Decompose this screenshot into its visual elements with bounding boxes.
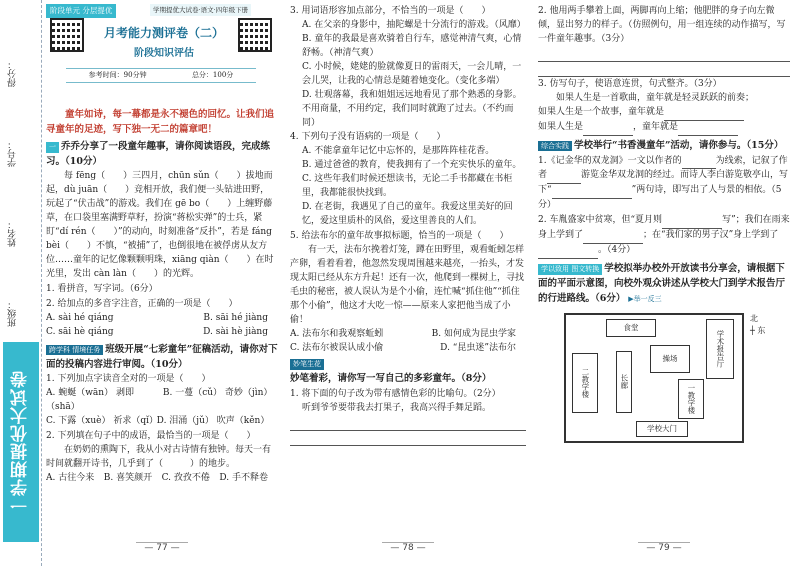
hint-link[interactable]: ▶举一反三	[628, 294, 662, 303]
page-number: — 79 —	[538, 542, 790, 556]
example-sentence: 如果人生是一首歌曲，童年就是轻灵跃跃的前奏；	[556, 92, 755, 103]
page-title: 月考能力测评卷（二）	[103, 26, 224, 40]
exam-info	[66, 68, 256, 83]
map-canteen: 食堂	[606, 319, 656, 337]
answer-line[interactable]	[290, 433, 526, 446]
option[interactable]: B. 童年的我最是喜欢骑着自行车，感觉神清气爽，心情舒畅。（神清气爽）	[302, 33, 522, 58]
option[interactable]: D. sài hè jiàng	[203, 326, 268, 337]
answer-blank[interactable]	[682, 155, 716, 170]
page-79	[538, 4, 790, 560]
page-77	[46, 4, 278, 560]
option[interactable]: C. 孜孜不倦	[161, 473, 210, 483]
question: 3. 仿写句子，使语意连贯，句式整齐。（3分）	[538, 78, 722, 89]
question: 1. 将下面的句子改为带有感情色彩的比喻句。（2分）	[290, 389, 501, 400]
question: 1.《记金华的双龙洞》一文以作者的 为线索，记叙了作者 游览金华双龙洞的经过。而诗人李白游览敬亭山，写下“ ”两句诗，即写出了人与景的相依。（5分）	[538, 155, 789, 211]
passage: 有一天，法布尔挽着灯笼，蹲在田野里，观看蚯蚓怎样产卵，看着看着，他忽然发现周围越来越亮，一抬头，才发现太阳已经从东方升起！还有一次，他爬到一棵树上，寻找毛虫的秘密，被人误认为是个小偷，连忙喊“抓住他”“抓住那个小偷”，他这才大吃一惊——原来人家把他当成了小偷！	[290, 244, 525, 325]
answer-line[interactable]	[538, 64, 790, 77]
section-map-task	[538, 262, 790, 443]
question: 2. 车胤盛家中贫寒，但“夏月则 写”；我们在雨来身上学到了 ；在“我们家的男子汉”身上学到了 。（4分）	[538, 214, 790, 259]
options	[46, 472, 278, 486]
option[interactable]: D. “昆虫迷”法布尔	[440, 342, 516, 353]
passage: 每 fēng（ ）三四月，chūn sǔn（ ）拔地而起，dù juān（ ）竞相开放，我们便一头钻进田野，玩起了“伏击战”的游戏。我们在 gē bo（ ）上缠野藤草，在口袋里塞满野草籽，扮演“蒋松实弹”的士兵，紧盯“dí rén（ ）”的动向，时刻准备“反扑”，若是 fáng bèi（ ）不慎，“被捕”了，也倒很地在被俘虏从友方位……童年的记忆像颗颗明珠，xiāng qiàn（ ）在时光里，发出 càn làn（ ）的光辉。	[46, 171, 274, 279]
option[interactable]: D. 泪涌（jǔ） 吹声（kěn）	[156, 416, 270, 427]
question: 4. 下列句子没有语病的一项是（ ）	[290, 132, 446, 143]
class-label: 班级：	[8, 300, 18, 327]
option[interactable]: C. 这些年我们时候还想读书，无论二手书都藏在书柜里，我都能很快找到。	[302, 174, 513, 199]
qr-code-icon	[50, 18, 84, 52]
answer-blank[interactable]	[583, 229, 643, 244]
question: 5. 给法布尔的童年故事拟标题，恰当的一项是（ ）	[290, 231, 509, 241]
question: 2. 给加点的多音字注音，正确的一项是（ ）	[46, 298, 238, 309]
page-subtitle: 阶段知识评估	[134, 48, 194, 59]
page-number: — 78 —	[290, 542, 526, 556]
option[interactable]: A. 法布尔和我观察蚯蚓	[290, 328, 384, 339]
options	[46, 326, 278, 340]
map-frame	[564, 313, 744, 443]
answer-blank[interactable]	[583, 121, 633, 136]
option[interactable]: A. 古往今来	[46, 473, 95, 483]
option[interactable]: D. 在老街，我遇见了自己的童年。我爱这里美好的回忆，爱这里质朴的风俗，爱这里善良的人们。	[302, 202, 513, 227]
option[interactable]: B. 通过爸爸的教育，使我拥有了一个充实快乐的童年。	[302, 160, 522, 171]
option[interactable]: D. 手不释卷	[219, 473, 268, 483]
map-building-1: 一教学楼	[678, 379, 704, 419]
score-label: 得分：	[8, 60, 18, 87]
options	[290, 328, 526, 342]
option[interactable]: C. 法布尔被误认成小偷	[290, 342, 384, 353]
binding-sidebar	[0, 0, 42, 566]
name-label: 姓名：	[8, 220, 18, 247]
options	[46, 312, 278, 326]
option[interactable]: A. sài hé qiáng	[46, 312, 114, 323]
map-corridor: 长廊	[616, 351, 632, 413]
series-label: 学期提优大试卷·语文·四年级下册	[150, 4, 251, 16]
option[interactable]: A. 蜿蜒（wān） 剥即（shā）	[46, 388, 134, 413]
intro-text: 童年如诗，每一幕都是永不褪色的回忆。让我们追寻童年的足迹，写下独一无二的篇章吧！	[46, 109, 275, 135]
section-marker: 一	[46, 142, 59, 153]
student-id-label: 学号：	[8, 140, 18, 167]
section-tag: 学以致用 图文转换	[538, 264, 602, 275]
answer-line[interactable]	[290, 418, 526, 431]
answer-line[interactable]	[538, 49, 790, 62]
question: 2. 他用两手攀着上面，两脚再向上缩；他肥胖的身子向左微倾，显出努力的样子。（仿照例句，用一组连续的动作描写，写一件童年趣事。（3分）	[538, 6, 786, 44]
section-title: 班级开展“七彩童年”征稿活动，请你对下面的投稿内容进行审阅。（10分）	[46, 343, 278, 370]
question: 1. 下列加点字读音全对的一项是（ ）	[46, 374, 211, 385]
prompt-sentence: 听到爷爷要带我去打果子，我高兴得手舞足蹈。	[302, 403, 492, 414]
page-78	[290, 4, 526, 560]
option[interactable]: B. 如何成为昆虫学家	[431, 328, 516, 339]
map-playground: 操场	[650, 345, 690, 373]
brand-tag: 阶段单元 分层提优	[46, 4, 116, 18]
section-tag: 跨学科 情境任务	[46, 345, 103, 356]
exam-time: 参考时间：90分钟	[88, 71, 147, 79]
options	[290, 342, 526, 356]
options	[46, 387, 278, 415]
page-number: — 77 —	[46, 542, 278, 556]
question: 2. 下列填在句子中的成语，最恰当的一项是（ ）	[46, 431, 256, 442]
option[interactable]: B. sāi hé jiàng	[203, 312, 268, 323]
map-lecture-hall: 学术报告厅	[706, 319, 734, 379]
option[interactable]: C. sāi hè qiáng	[46, 326, 114, 337]
section-practice	[538, 139, 790, 260]
fill-line: 如果人生是 ，童年就是	[538, 121, 790, 136]
answer-blank[interactable]	[538, 244, 598, 259]
section-title: 学校拟举办校外开放读书分享会，请根据下面的平面示意图，向校外观众讲述从学校大门到学术报告厅的行进路线。（6分）	[538, 263, 786, 304]
options	[46, 415, 278, 429]
question: 3. 用词语形容加点部分，不恰当的一项是（ ）	[290, 6, 491, 16]
section-title: 妙笔着彩，请你写一写自己的多彩童年。（8分）	[290, 373, 492, 385]
option[interactable]: C. 小时候，姥姥的脸就像夏日的雷雨天，一会儿晴，一会儿哭，让我的心情总是随着她变化。（变化多端）	[302, 61, 522, 86]
map-gate: 学校大门	[636, 421, 688, 437]
fill-line: 如果人生是一个故事，童年就是	[538, 106, 790, 121]
answer-blank[interactable]	[664, 106, 744, 121]
section-writing	[290, 358, 526, 446]
answer-blank[interactable]	[678, 121, 738, 136]
section-title: 乔乔分享了一段童年趣事，请你阅读语段，完成练习。（10分）	[46, 141, 271, 168]
section-review	[46, 343, 278, 486]
exam-total: 总分：100分	[191, 71, 234, 79]
compass-icon: 北 ┼ 东	[750, 313, 766, 336]
brand-banner: 一学期提优大试卷	[3, 342, 39, 542]
section-title: 学校举行“书香漫童年”活动，请你参与。（15分）	[574, 139, 784, 151]
option[interactable]: B. 喜笑颜开	[103, 473, 153, 483]
qr-code-icon	[238, 18, 272, 52]
exam-header	[46, 4, 278, 104]
option[interactable]: D. 壮观落幕，我和姐姐远远地看见了那个熟悉的身影。不用商量，不用约定，我们同时就跑了过去。（不约而同）	[302, 89, 522, 128]
option[interactable]: B. 一蔓（cǔ） 奇妙（jìn）	[162, 388, 273, 399]
option[interactable]: C. 下露（xuè） 祈求（qǐ）	[46, 416, 158, 427]
map-building-2: 二教学楼	[572, 353, 598, 413]
option[interactable]: A. 在父亲的身影中，抽陀螺是十分流行的游戏。（风靡）	[302, 19, 526, 30]
section-tag: 妙笔生花	[290, 359, 324, 370]
question: 1. 看拼音，写字词。（6分）	[46, 283, 158, 294]
answer-blank[interactable]	[662, 214, 722, 229]
answer-blank[interactable]	[552, 184, 632, 199]
passage: 在奶奶的熏陶下，我从小对古诗情有独钟。每天一有时间就翻开诗书，几乎到了（ ）的地步。	[46, 445, 272, 470]
section-tag: 综合实践	[538, 141, 572, 152]
option[interactable]: A. 不能拿童年记忆中忘怀的，是那阵阵桂花香。	[302, 146, 495, 157]
campus-map	[538, 313, 790, 443]
answer-blank[interactable]	[547, 169, 581, 184]
section-reading	[46, 140, 278, 339]
